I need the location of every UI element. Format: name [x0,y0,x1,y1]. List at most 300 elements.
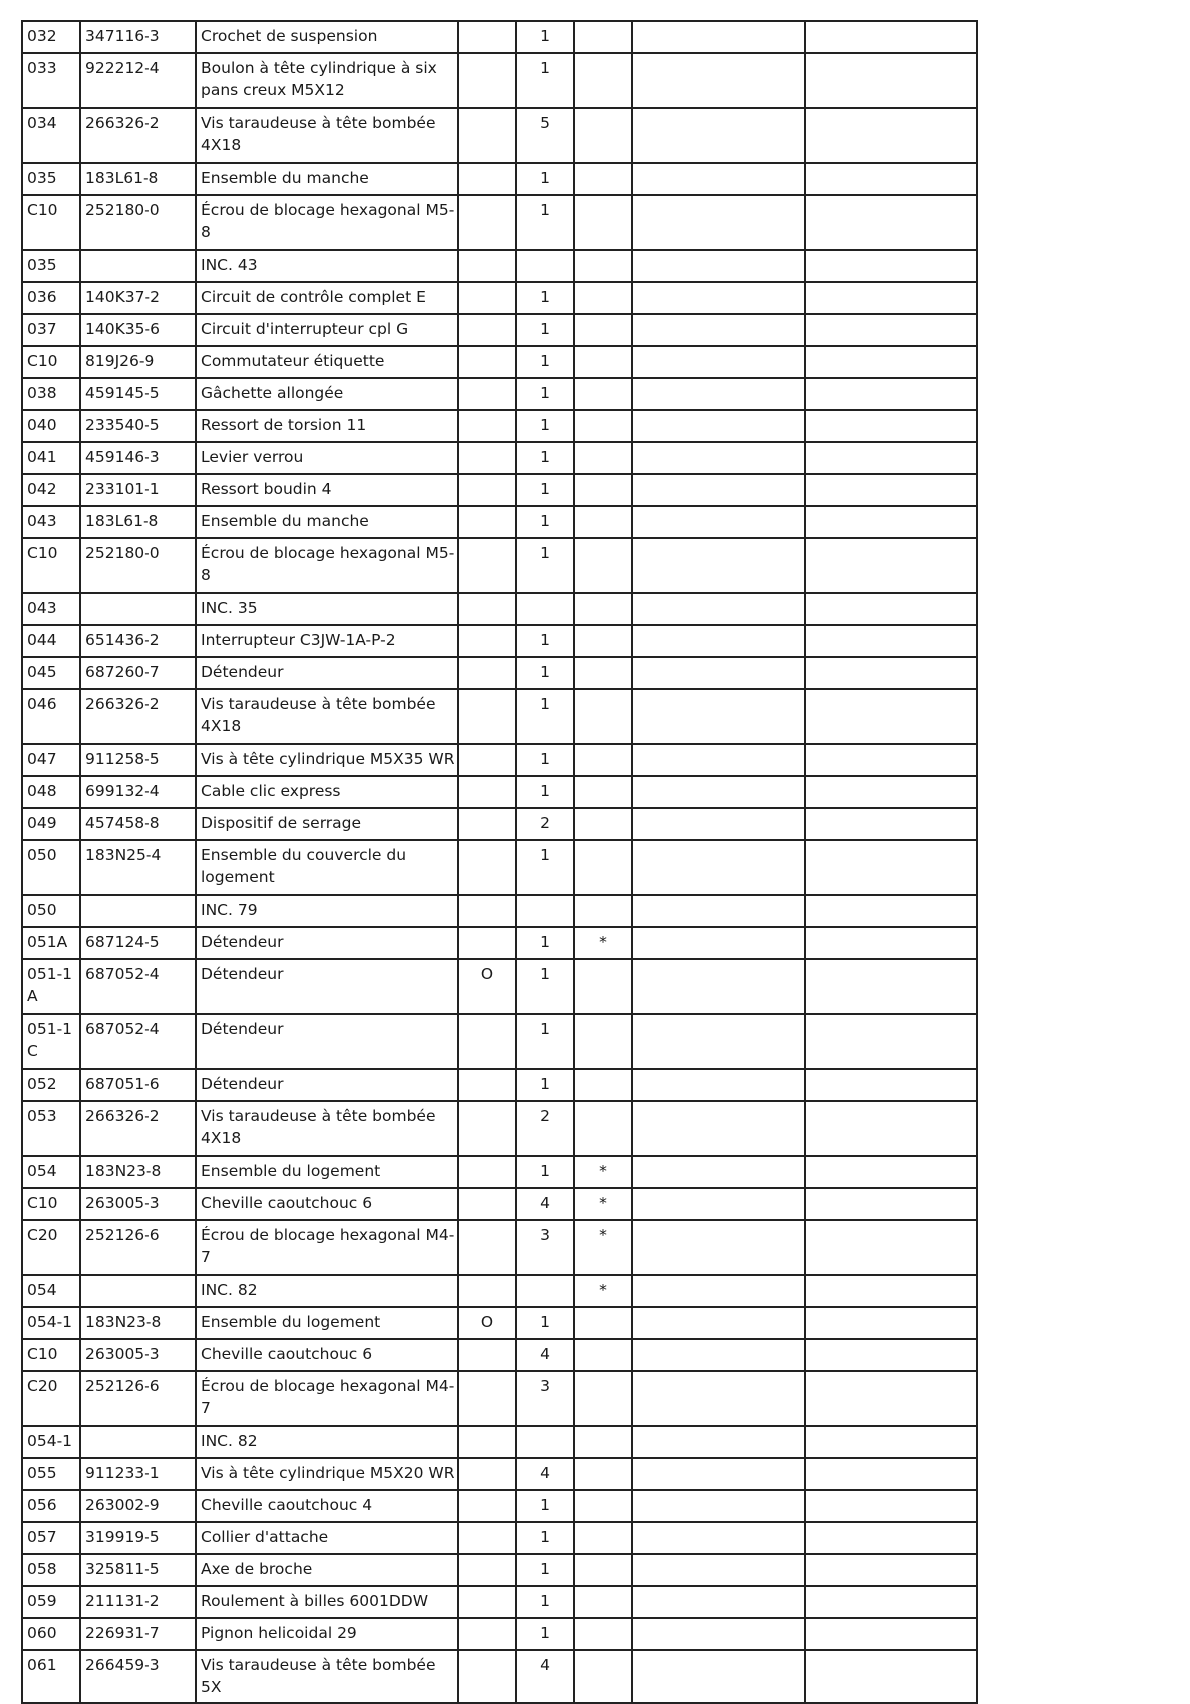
cell-description: Détendeur [196,657,458,689]
cell-blank-a [632,1426,805,1458]
cell-blank-a [632,1490,805,1522]
cell-remark-flag [574,282,632,314]
cell-part-number: 266326-2 [80,108,196,163]
cell-part-number: 687052-4 [80,1014,196,1069]
cell-quantity: 3 [516,1371,574,1426]
cell-remark-flag [574,593,632,625]
cell-option-flag [458,538,516,593]
cell-part-number [80,1426,196,1458]
cell-item-number: 036 [22,282,80,314]
cell-remark-flag [574,442,632,474]
cell-quantity: 1 [516,1618,574,1650]
table-row [22,1101,977,1156]
cell-blank-a [632,1101,805,1156]
cell-remark-flag [574,1371,632,1426]
table-row [22,378,977,410]
cell-blank-a [632,108,805,163]
cell-blank-a [632,163,805,195]
cell-option-flag [458,1554,516,1586]
cell-description: INC. 79 [196,895,458,927]
cell-option-flag [458,1650,516,1703]
cell-blank-b [805,195,977,250]
cell-item-number: 048 [22,776,80,808]
cell-description: INC. 82 [196,1426,458,1458]
cell-option-flag [458,250,516,282]
cell-part-number: 911233-1 [80,1458,196,1490]
cell-quantity: 1 [516,195,574,250]
cell-quantity: 1 [516,1554,574,1586]
parts-table-body [22,21,977,1703]
cell-remark-flag [574,625,632,657]
cell-option-flag [458,1586,516,1618]
table-row [22,1156,977,1188]
cell-option-flag [458,1339,516,1371]
cell-option-flag [458,1156,516,1188]
table-row [22,346,977,378]
cell-part-number: 263005-3 [80,1339,196,1371]
cell-option-flag [458,840,516,895]
cell-item-number: 055 [22,1458,80,1490]
cell-blank-b [805,1490,977,1522]
cell-option-flag [458,195,516,250]
cell-item-number: 057 [22,1522,80,1554]
cell-part-number [80,1275,196,1307]
cell-item-number: 054 [22,1156,80,1188]
cell-description: INC. 82 [196,1275,458,1307]
cell-blank-a [632,314,805,346]
cell-part-number: 263002-9 [80,1490,196,1522]
cell-blank-b [805,895,977,927]
cell-quantity: 2 [516,808,574,840]
cell-item-number: 051-1A [22,959,80,1014]
cell-quantity: 1 [516,1156,574,1188]
cell-quantity: 4 [516,1188,574,1220]
cell-quantity: 1 [516,689,574,744]
cell-item-number: 032 [22,21,80,53]
cell-part-number: 922212-4 [80,53,196,108]
cell-part-number: 911258-5 [80,744,196,776]
cell-blank-b [805,1426,977,1458]
cell-part-number: 687052-4 [80,959,196,1014]
table-row [22,744,977,776]
cell-remark-flag [574,21,632,53]
cell-quantity: 4 [516,1339,574,1371]
cell-description: Vis taraudeuse à tête bombée 4X18 [196,108,458,163]
cell-description: INC. 35 [196,593,458,625]
cell-blank-b [805,1339,977,1371]
cell-remark-flag [574,689,632,744]
cell-option-flag [458,506,516,538]
cell-blank-a [632,657,805,689]
cell-item-number: 043 [22,593,80,625]
cell-option-flag [458,657,516,689]
cell-description: Vis taraudeuse à tête bombée 4X18 [196,689,458,744]
cell-option-flag [458,1188,516,1220]
cell-blank-a [632,53,805,108]
cell-blank-b [805,1156,977,1188]
cell-blank-a [632,1307,805,1339]
cell-part-number: 233101-1 [80,474,196,506]
cell-quantity: 1 [516,442,574,474]
table-row [22,314,977,346]
cell-quantity [516,895,574,927]
cell-description: Vis à tête cylindrique M5X35 WR [196,744,458,776]
cell-blank-b [805,378,977,410]
cell-blank-a [632,1371,805,1426]
table-row [22,927,977,959]
cell-blank-b [805,689,977,744]
cell-quantity: 1 [516,378,574,410]
cell-blank-b [805,410,977,442]
cell-item-number: 045 [22,657,80,689]
cell-part-number: 252126-6 [80,1371,196,1426]
cell-part-number: 687124-5 [80,927,196,959]
cell-description: Pignon helicoidal 29 [196,1618,458,1650]
cell-blank-a [632,1069,805,1101]
cell-remark-flag [574,744,632,776]
cell-blank-a [632,250,805,282]
cell-option-flag [458,927,516,959]
cell-option-flag [458,1069,516,1101]
cell-item-number: C10 [22,538,80,593]
cell-part-number: 266459-3 [80,1650,196,1703]
cell-quantity: 1 [516,21,574,53]
cell-item-number: 061 [22,1650,80,1703]
cell-part-number: 183L61-8 [80,163,196,195]
cell-quantity: 1 [516,346,574,378]
cell-description: Crochet de suspension [196,21,458,53]
cell-quantity: 1 [516,840,574,895]
cell-quantity: 1 [516,776,574,808]
cell-item-number: 046 [22,689,80,744]
cell-item-number: C10 [22,346,80,378]
cell-blank-a [632,927,805,959]
cell-item-number: 041 [22,442,80,474]
table-row [22,1522,977,1554]
table-row [22,410,977,442]
cell-quantity: 1 [516,163,574,195]
cell-item-number: 052 [22,1069,80,1101]
cell-part-number: 252180-0 [80,195,196,250]
table-row [22,53,977,108]
cell-description: Détendeur [196,1014,458,1069]
table-row [22,108,977,163]
cell-description: Écrou de blocage hexagonal M4-7 [196,1220,458,1275]
cell-blank-b [805,744,977,776]
cell-remark-flag: * [574,1188,632,1220]
cell-remark-flag [574,1458,632,1490]
cell-description: Détendeur [196,1069,458,1101]
table-row [22,1458,977,1490]
cell-description: Dispositif de serrage [196,808,458,840]
cell-quantity: 4 [516,1458,574,1490]
cell-description: INC. 43 [196,250,458,282]
cell-part-number: 699132-4 [80,776,196,808]
cell-quantity: 1 [516,657,574,689]
cell-remark-flag [574,163,632,195]
cell-blank-a [632,959,805,1014]
cell-option-flag [458,593,516,625]
cell-blank-b [805,250,977,282]
cell-remark-flag [574,346,632,378]
cell-part-number: 459146-3 [80,442,196,474]
cell-part-number: 457458-8 [80,808,196,840]
table-row [22,1371,977,1426]
cell-blank-a [632,538,805,593]
cell-description: Vis à tête cylindrique M5X20 WR [196,1458,458,1490]
cell-item-number: 053 [22,1101,80,1156]
cell-item-number: 035 [22,250,80,282]
cell-blank-a [632,1522,805,1554]
cell-quantity: 1 [516,410,574,442]
cell-part-number [80,250,196,282]
cell-option-flag [458,282,516,314]
cell-blank-a [632,1650,805,1703]
cell-blank-a [632,1275,805,1307]
cell-blank-a [632,474,805,506]
cell-part-number: 183N23-8 [80,1307,196,1339]
cell-remark-flag [574,1069,632,1101]
cell-part-number: 687051-6 [80,1069,196,1101]
table-row [22,1275,977,1307]
cell-item-number: 037 [22,314,80,346]
cell-blank-a [632,625,805,657]
cell-quantity: 1 [516,625,574,657]
parts-list-table [21,20,978,1704]
cell-blank-b [805,1220,977,1275]
cell-option-flag [458,1490,516,1522]
cell-part-number: 325811-5 [80,1554,196,1586]
cell-remark-flag [574,1650,632,1703]
cell-blank-b [805,538,977,593]
cell-remark-flag [574,474,632,506]
cell-quantity: 1 [516,1586,574,1618]
cell-remark-flag: * [574,1275,632,1307]
cell-part-number: 252180-0 [80,538,196,593]
cell-quantity: 5 [516,108,574,163]
cell-item-number: 040 [22,410,80,442]
cell-remark-flag [574,1490,632,1522]
cell-blank-a [632,840,805,895]
cell-item-number: 050 [22,895,80,927]
cell-blank-b [805,108,977,163]
cell-part-number: 819J26-9 [80,346,196,378]
cell-part-number: 183N23-8 [80,1156,196,1188]
cell-part-number: 263005-3 [80,1188,196,1220]
cell-option-flag [458,895,516,927]
cell-option-flag [458,163,516,195]
cell-remark-flag [574,53,632,108]
cell-description: Vis taraudeuse à tête bombée 5X [196,1650,458,1703]
cell-option-flag [458,689,516,744]
cell-blank-b [805,1014,977,1069]
cell-remark-flag [574,195,632,250]
cell-part-number: 233540-5 [80,410,196,442]
cell-quantity: 1 [516,282,574,314]
cell-blank-b [805,1371,977,1426]
cell-remark-flag [574,108,632,163]
cell-description: Interrupteur C3JW-1A-P-2 [196,625,458,657]
table-row [22,474,977,506]
cell-quantity: 1 [516,1014,574,1069]
cell-blank-a [632,895,805,927]
cell-description: Roulement à billes 6001DDW [196,1586,458,1618]
cell-remark-flag [574,1101,632,1156]
cell-blank-a [632,195,805,250]
cell-blank-b [805,1650,977,1703]
cell-item-number: 033 [22,53,80,108]
cell-quantity: 1 [516,927,574,959]
cell-remark-flag [574,314,632,346]
table-row [22,1426,977,1458]
cell-description: Ensemble du logement [196,1307,458,1339]
table-row [22,625,977,657]
cell-part-number: 183L61-8 [80,506,196,538]
cell-remark-flag: * [574,927,632,959]
cell-blank-b [805,163,977,195]
cell-quantity: 3 [516,1220,574,1275]
table-row [22,959,977,1014]
cell-quantity: 1 [516,1069,574,1101]
cell-remark-flag [574,506,632,538]
cell-item-number: 044 [22,625,80,657]
table-row [22,538,977,593]
cell-item-number: 038 [22,378,80,410]
table-row [22,21,977,53]
cell-option-flag [458,108,516,163]
cell-option-flag [458,1101,516,1156]
table-row [22,282,977,314]
cell-description: Cheville caoutchouc 4 [196,1490,458,1522]
cell-part-number: 266326-2 [80,1101,196,1156]
cell-blank-b [805,1275,977,1307]
cell-description: Ensemble du logement [196,1156,458,1188]
cell-description: Axe de broche [196,1554,458,1586]
cell-item-number: 054 [22,1275,80,1307]
table-row [22,593,977,625]
table-row [22,506,977,538]
table-row [22,657,977,689]
cell-quantity [516,1275,574,1307]
cell-option-flag: O [458,1307,516,1339]
cell-blank-b [805,1307,977,1339]
cell-blank-b [805,776,977,808]
table-row [22,1339,977,1371]
cell-part-number: 140K37-2 [80,282,196,314]
cell-description: Circuit d'interrupteur cpl G [196,314,458,346]
cell-description: Ensemble du manche [196,506,458,538]
cell-item-number: 047 [22,744,80,776]
cell-description: Détendeur [196,927,458,959]
cell-option-flag [458,1371,516,1426]
cell-option-flag [458,1275,516,1307]
cell-blank-b [805,1101,977,1156]
cell-item-number: 060 [22,1618,80,1650]
cell-remark-flag [574,1618,632,1650]
cell-description: Écrou de blocage hexagonal M5-8 [196,538,458,593]
cell-item-number: C20 [22,1220,80,1275]
table-row [22,776,977,808]
cell-description: Écrou de blocage hexagonal M4-7 [196,1371,458,1426]
table-row [22,250,977,282]
cell-blank-b [805,442,977,474]
cell-blank-a [632,689,805,744]
cell-blank-b [805,1069,977,1101]
cell-item-number: 034 [22,108,80,163]
cell-remark-flag [574,1554,632,1586]
cell-blank-b [805,840,977,895]
cell-remark-flag [574,840,632,895]
cell-item-number: 054-1 [22,1426,80,1458]
cell-description: Circuit de contrôle complet E [196,282,458,314]
cell-option-flag [458,744,516,776]
cell-description: Écrou de blocage hexagonal M5-8 [196,195,458,250]
cell-item-number: C20 [22,1371,80,1426]
cell-item-number: 054-1 [22,1307,80,1339]
cell-blank-b [805,21,977,53]
cell-blank-b [805,1618,977,1650]
cell-option-flag [458,346,516,378]
cell-item-number: 035 [22,163,80,195]
cell-part-number: 347116-3 [80,21,196,53]
cell-remark-flag: * [574,1220,632,1275]
cell-part-number [80,593,196,625]
cell-blank-a [632,1458,805,1490]
cell-option-flag: O [458,959,516,1014]
cell-remark-flag [574,1426,632,1458]
cell-quantity: 1 [516,506,574,538]
cell-blank-a [632,1220,805,1275]
cell-part-number: 266326-2 [80,689,196,744]
table-row [22,1188,977,1220]
table-row [22,1490,977,1522]
cell-blank-a [632,21,805,53]
cell-blank-b [805,282,977,314]
cell-blank-a [632,1554,805,1586]
cell-option-flag [458,1458,516,1490]
cell-item-number: 051A [22,927,80,959]
cell-blank-b [805,1522,977,1554]
table-row [22,1220,977,1275]
cell-item-number: C10 [22,1188,80,1220]
cell-option-flag [458,625,516,657]
cell-quantity: 2 [516,1101,574,1156]
cell-blank-a [632,282,805,314]
cell-blank-b [805,927,977,959]
table-row [22,1618,977,1650]
cell-option-flag [458,1426,516,1458]
cell-blank-a [632,1156,805,1188]
table-row [22,163,977,195]
cell-item-number: 042 [22,474,80,506]
cell-description: Détendeur [196,959,458,1014]
table-row [22,895,977,927]
cell-quantity: 1 [516,1490,574,1522]
cell-description: Gâchette allongée [196,378,458,410]
cell-quantity: 1 [516,1522,574,1554]
cell-remark-flag [574,250,632,282]
cell-item-number: 056 [22,1490,80,1522]
cell-blank-b [805,1554,977,1586]
cell-blank-b [805,1188,977,1220]
cell-description: Ressort boudin 4 [196,474,458,506]
cell-item-number: C10 [22,195,80,250]
cell-blank-a [632,410,805,442]
cell-description: Cable clic express [196,776,458,808]
cell-description: Levier verrou [196,442,458,474]
cell-blank-a [632,1188,805,1220]
cell-quantity: 1 [516,959,574,1014]
